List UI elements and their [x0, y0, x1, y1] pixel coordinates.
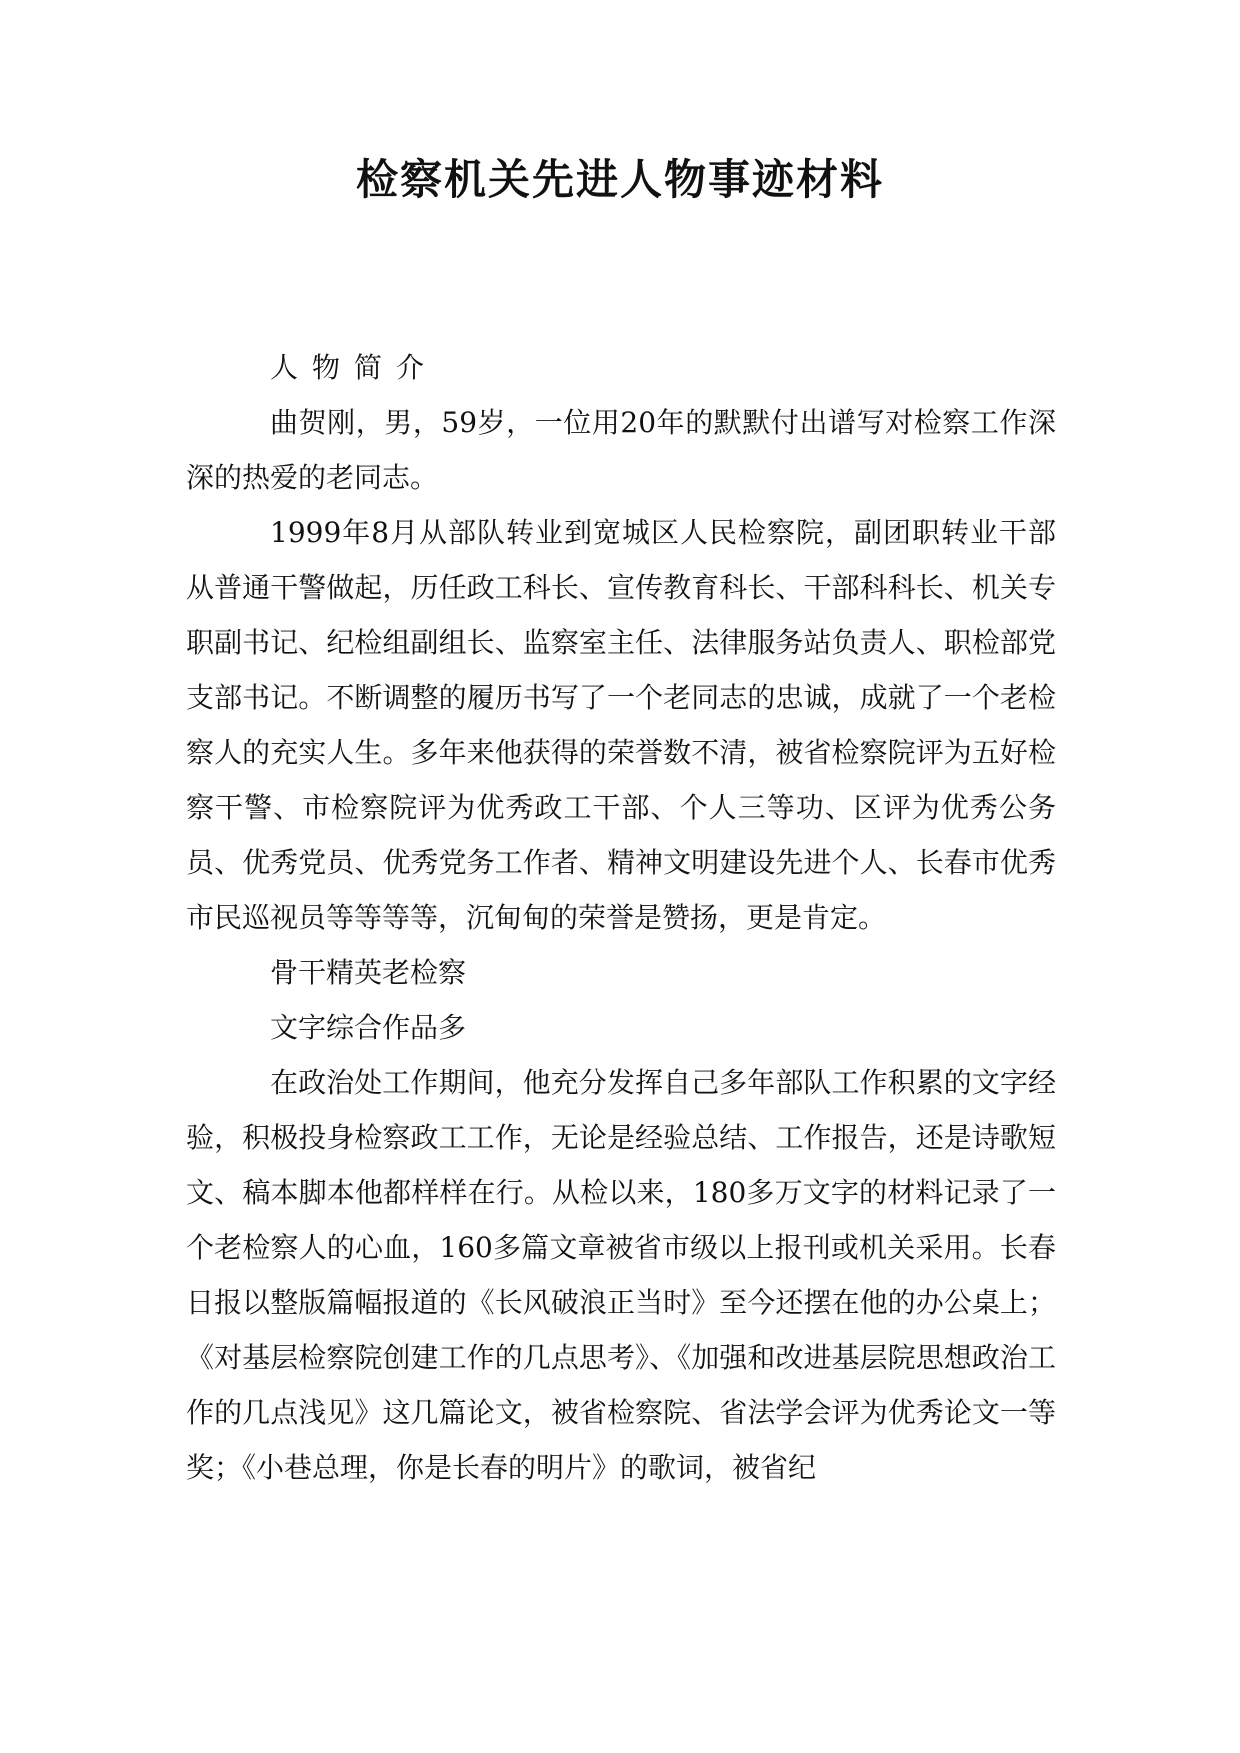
paragraph-intro: 曲贺刚，男，59岁，一位用20年的默默付出谱写对检察工作深深的热爱的老同志。: [186, 406, 1056, 494]
paragraph-writing: 在政治处工作期间，他充分发挥自己多年部队工作积累的文字经验，积极投身检察政工工作，无论是经验总结、工作报告，还是诗歌短文、稿本脚本他都样样在行。从检以来，180多万文字的材料记录了一个老检察人的心血，160多篇文章被省市级以上报刊或机关采用。长春日报以整版篇幅报道的《长风破浪正当时》至今还摆在他的办公桌上；《对基层检察院创建工作的几点思考》、《加强和改进基层院思想政治工作的几点浅见》这几篇论文，被省检察院、省法学会评为优秀论文一等奖；《小巷总理，你是长春的明片》的歌词，被省纪: [186, 1066, 1056, 1484]
section-heading-profile: 人物简介: [270, 351, 439, 384]
document-body: [186, 340, 1056, 1495]
paragraph-career: 1999年8月从部队转业到宽城区人民检察院，副团职转业干部从普通干警做起，历任政工科长、宣传教育科长、干部科科长、机关专职副书记、纪检组副组长、监察室主任、法律服务站负责人、职检部党支部书记。不断调整的履历书写了一个老同志的忠诚，成就了一个老检察人的充实人生。多年来他获得的荣誉数不清，被省检察院评为五好检察干警、市检察院评为优秀政工干部、个人三等功、区评为优秀公务员、优秀党员、优秀党务工作者、精神文明建设先进个人、长春市优秀市民巡视员等等等等，沉甸甸的荣誉是赞扬，更是肯定。: [186, 516, 1056, 934]
section-heading-writing: 文字综合作品多: [270, 1011, 467, 1044]
section-heading-backbone: 骨干精英老检察: [270, 956, 467, 989]
document-title: 检察机关先进人物事迹材料: [355, 155, 884, 204]
